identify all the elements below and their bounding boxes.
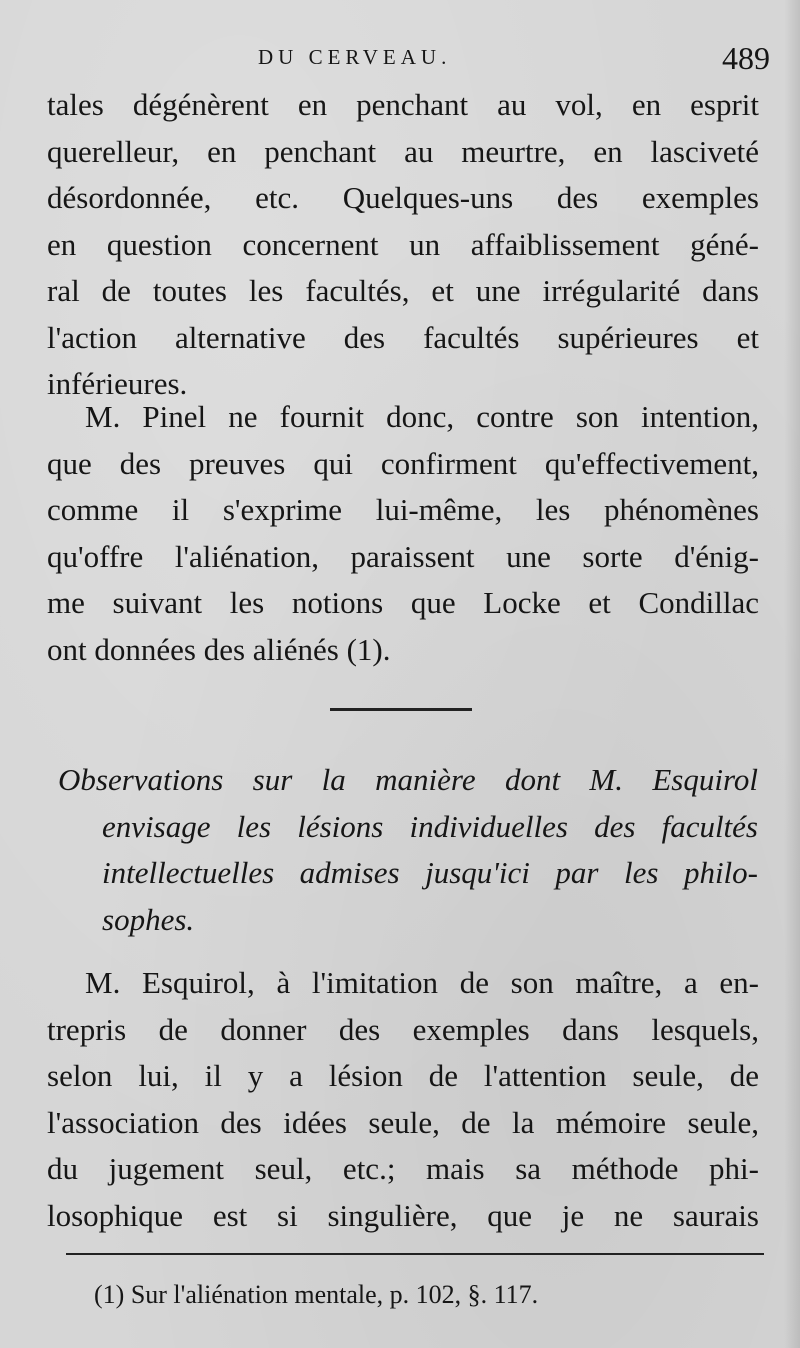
text-line: ont données des aliénés (1). [47, 631, 391, 667]
text-line: en question concernent un affaiblissement géné- [47, 226, 759, 262]
page-number: 489 [722, 40, 770, 76]
heading-line: sophes. [102, 901, 195, 937]
paragraph-esquirol [47, 960, 759, 1239]
text-line: du jugement seul, etc.; mais sa méthode phi- [47, 1151, 759, 1186]
text-line: tales dégénèrent en penchant au vol, en esprit [47, 87, 759, 122]
text-line: querelleur, en penchant au meurtre, en lasciveté [47, 133, 759, 169]
text-line: comme il s'exprime lui-même, les phénomènes [47, 492, 759, 527]
text-line: losophique est si singulière, que je ne saurais [47, 1197, 759, 1233]
text-line: M. Pinel ne fournit donc, contre son intention, [85, 399, 759, 434]
paragraph-pinel [47, 394, 759, 673]
text-line: qu'offre l'aliénation, paraissent une sorte d'énig- [47, 538, 759, 574]
text-line: M. Esquirol, à l'imitation de son maître, a en- [85, 965, 759, 1000]
text-line: trepris de donner des exemples dans lesquels, [47, 1011, 759, 1047]
heading-line: Observations sur la manière dont M. Esquirol [58, 762, 758, 797]
section-divider [330, 708, 472, 711]
heading-line: intellectuelles admises jusqu'ici par les philo- [102, 855, 758, 890]
footnote: (1) Sur l'aliénation mentale, p. 102, §. 117. [94, 1280, 539, 1309]
text-line: me suivant les notions que Locke et Condillac [47, 585, 759, 620]
footnote-rule [66, 1253, 764, 1255]
running-head: DU CERVEAU. [258, 45, 452, 69]
heading-line: envisage les lésions individuelles des facultés [102, 808, 758, 844]
text-line: désordonnée, etc. Quelques-uns des exemples [47, 180, 759, 215]
text-line: inférieures. [47, 366, 188, 401]
paragraph-continuation [47, 82, 759, 408]
text-line: ral de toutes les facultés, et une irrégularité dans [47, 273, 759, 308]
text-line: l'association des idées seule, de la mémoire seule, [47, 1104, 759, 1140]
text-line: l'action alternative des facultés supérieures et [47, 319, 759, 355]
text-line: selon lui, il y a lésion de l'attention seule, de [47, 1058, 759, 1093]
section-heading [58, 757, 758, 943]
text-line: que des preuves qui confirment qu'effectivement, [47, 445, 759, 481]
page-header [0, 40, 800, 80]
